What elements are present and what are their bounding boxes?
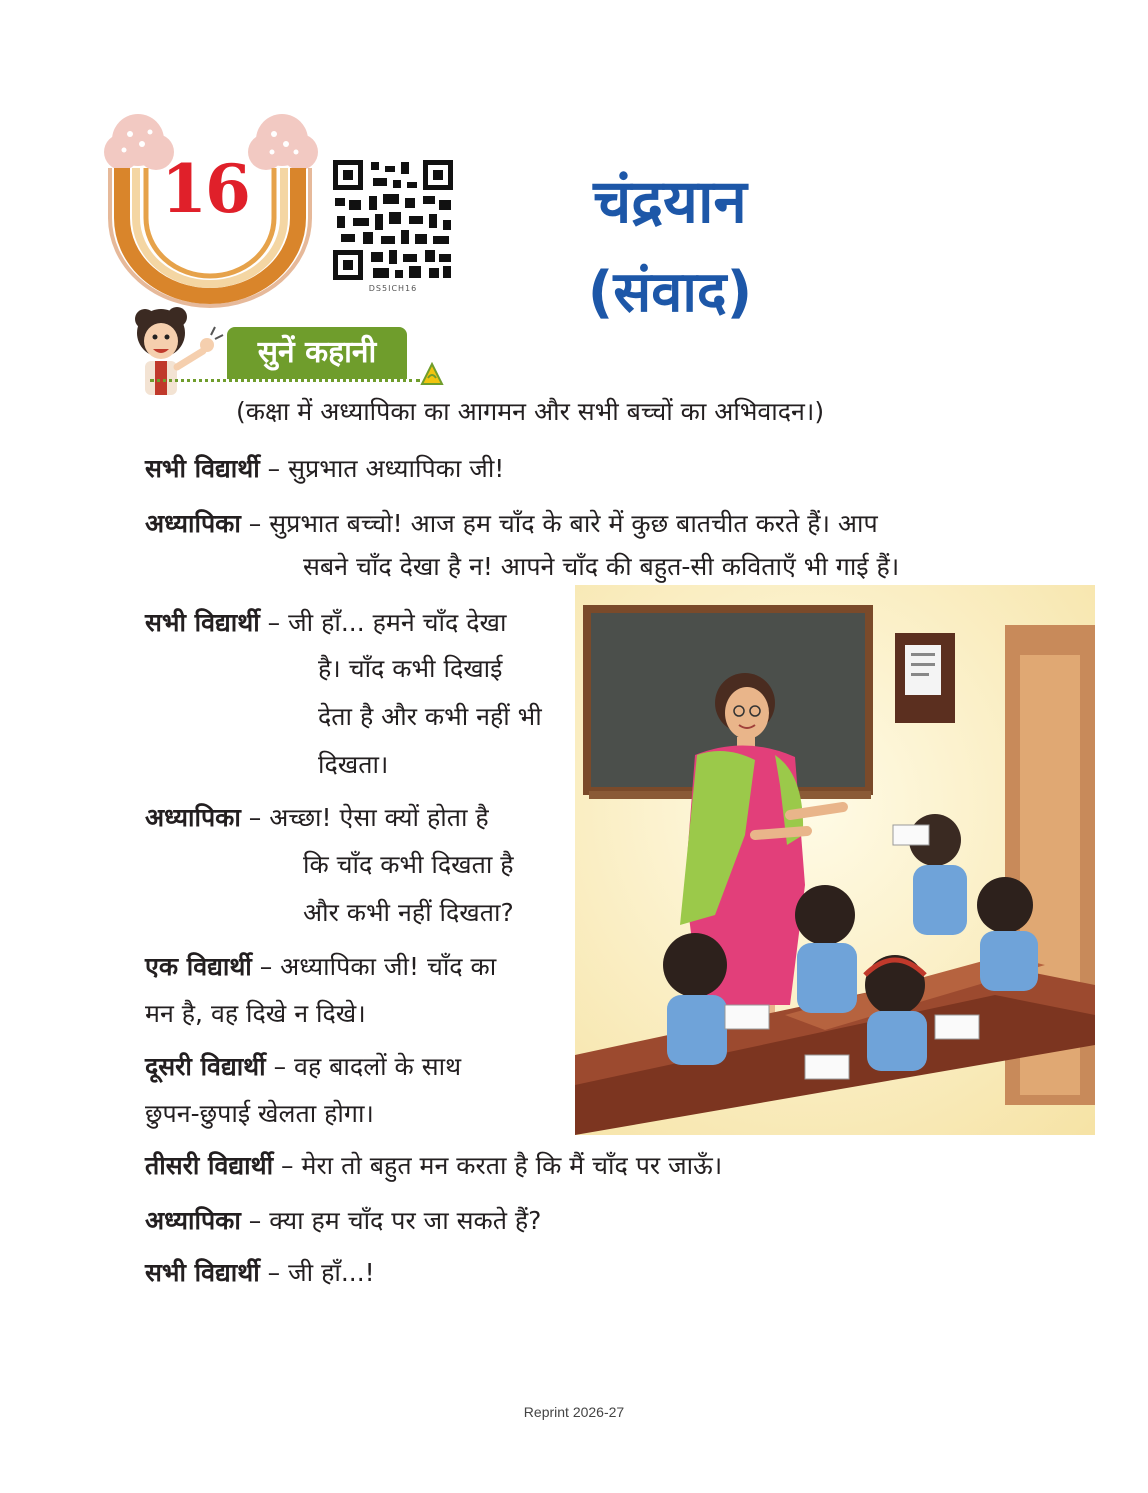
dotted-divider bbox=[150, 379, 420, 382]
classroom-illustration bbox=[575, 585, 1095, 1135]
dialogue-text: – सुप्रभात अध्यापिका जी! bbox=[267, 454, 505, 483]
speaker-name: सभी विद्यार्थी bbox=[145, 608, 260, 637]
stage-direction: (कक्षा में अध्यापिका का आगमन और सभी बच्चों का अभिवादन।) bbox=[236, 397, 825, 426]
speaker-name: सभी विद्यार्थी bbox=[145, 1258, 260, 1287]
speaker-name: एक विद्यार्थी bbox=[145, 952, 252, 981]
dialogue-text: है। चाँद कभी दिखाई bbox=[318, 654, 503, 683]
dialogue-line bbox=[145, 1203, 541, 1239]
dialogue-text: – जी हाँ... हमने चाँद देखा bbox=[267, 608, 507, 637]
dialogue-line bbox=[145, 1148, 722, 1184]
dialogue-text: छुपन-छुपाई खेलता होगा। bbox=[145, 1099, 374, 1128]
speaker-name: अध्यापिका bbox=[145, 803, 241, 832]
page-subtitle: (संवाद) bbox=[587, 260, 753, 325]
listen-icon[interactable] bbox=[418, 362, 446, 386]
dialogue-line bbox=[145, 605, 506, 641]
dialogue-line bbox=[145, 506, 878, 542]
dialogue-text: – क्या हम चाँद पर जा सकते हैं? bbox=[248, 1206, 542, 1235]
footer-reprint: Reprint 2026-27 bbox=[523, 1404, 625, 1420]
dialogue-text: देता है और कभी नहीं भी bbox=[318, 702, 542, 731]
speaker-name: दूसरी विद्यार्थी bbox=[145, 1052, 266, 1081]
speaker-name: अध्यापिका bbox=[145, 509, 241, 538]
dialogue-line bbox=[145, 1049, 461, 1085]
dialogue-text: – जी हाँ...! bbox=[267, 1258, 375, 1287]
dialogue-text: – अध्यापिका जी! चाँद का bbox=[259, 952, 497, 981]
speaker-name: तीसरी विद्यार्थी bbox=[145, 1151, 274, 1180]
speaker-name: सभी विद्यार्थी bbox=[145, 454, 260, 483]
dialogue-text: कि चाँद कभी दिखता है bbox=[303, 850, 514, 879]
dialogue-line bbox=[145, 949, 496, 985]
dialogue-text: और कभी नहीं दिखता? bbox=[303, 898, 514, 927]
dialogue-text: – अच्छा! ऐसा क्यों होता है bbox=[248, 803, 489, 832]
chapter-number: 16 bbox=[161, 150, 249, 228]
speaker-name: अध्यापिका bbox=[145, 1206, 241, 1235]
dialogue-text: – सुप्रभात बच्चो! आज हम चाँद के बारे में कुछ बातचीत करते हैं। आप bbox=[248, 509, 878, 538]
dialogue-line bbox=[145, 451, 504, 487]
dialogue-line bbox=[145, 800, 489, 836]
qr-code-label: DS5ICH16 bbox=[368, 284, 418, 293]
qr-code-icon bbox=[333, 160, 453, 280]
dialogue-text: – मेरा तो बहुत मन करता है कि मैं चाँद पर जाऊँ। bbox=[281, 1151, 723, 1180]
dialogue-line bbox=[145, 1255, 375, 1291]
dialogue-text: दिखता। bbox=[318, 750, 389, 779]
page-title: चंद्रयान bbox=[593, 167, 747, 237]
listen-story-label: सुनें कहानी bbox=[227, 327, 407, 379]
dialogue-text: सबने चाँद देखा है न! आपने चाँद की बहुत-सी कविताएँ भी गाई हैं। bbox=[303, 552, 900, 581]
dialogue-text: मन है, वह दिखे न दिखे। bbox=[145, 999, 366, 1028]
dialogue-text: – वह बादलों के साथ bbox=[273, 1052, 462, 1081]
